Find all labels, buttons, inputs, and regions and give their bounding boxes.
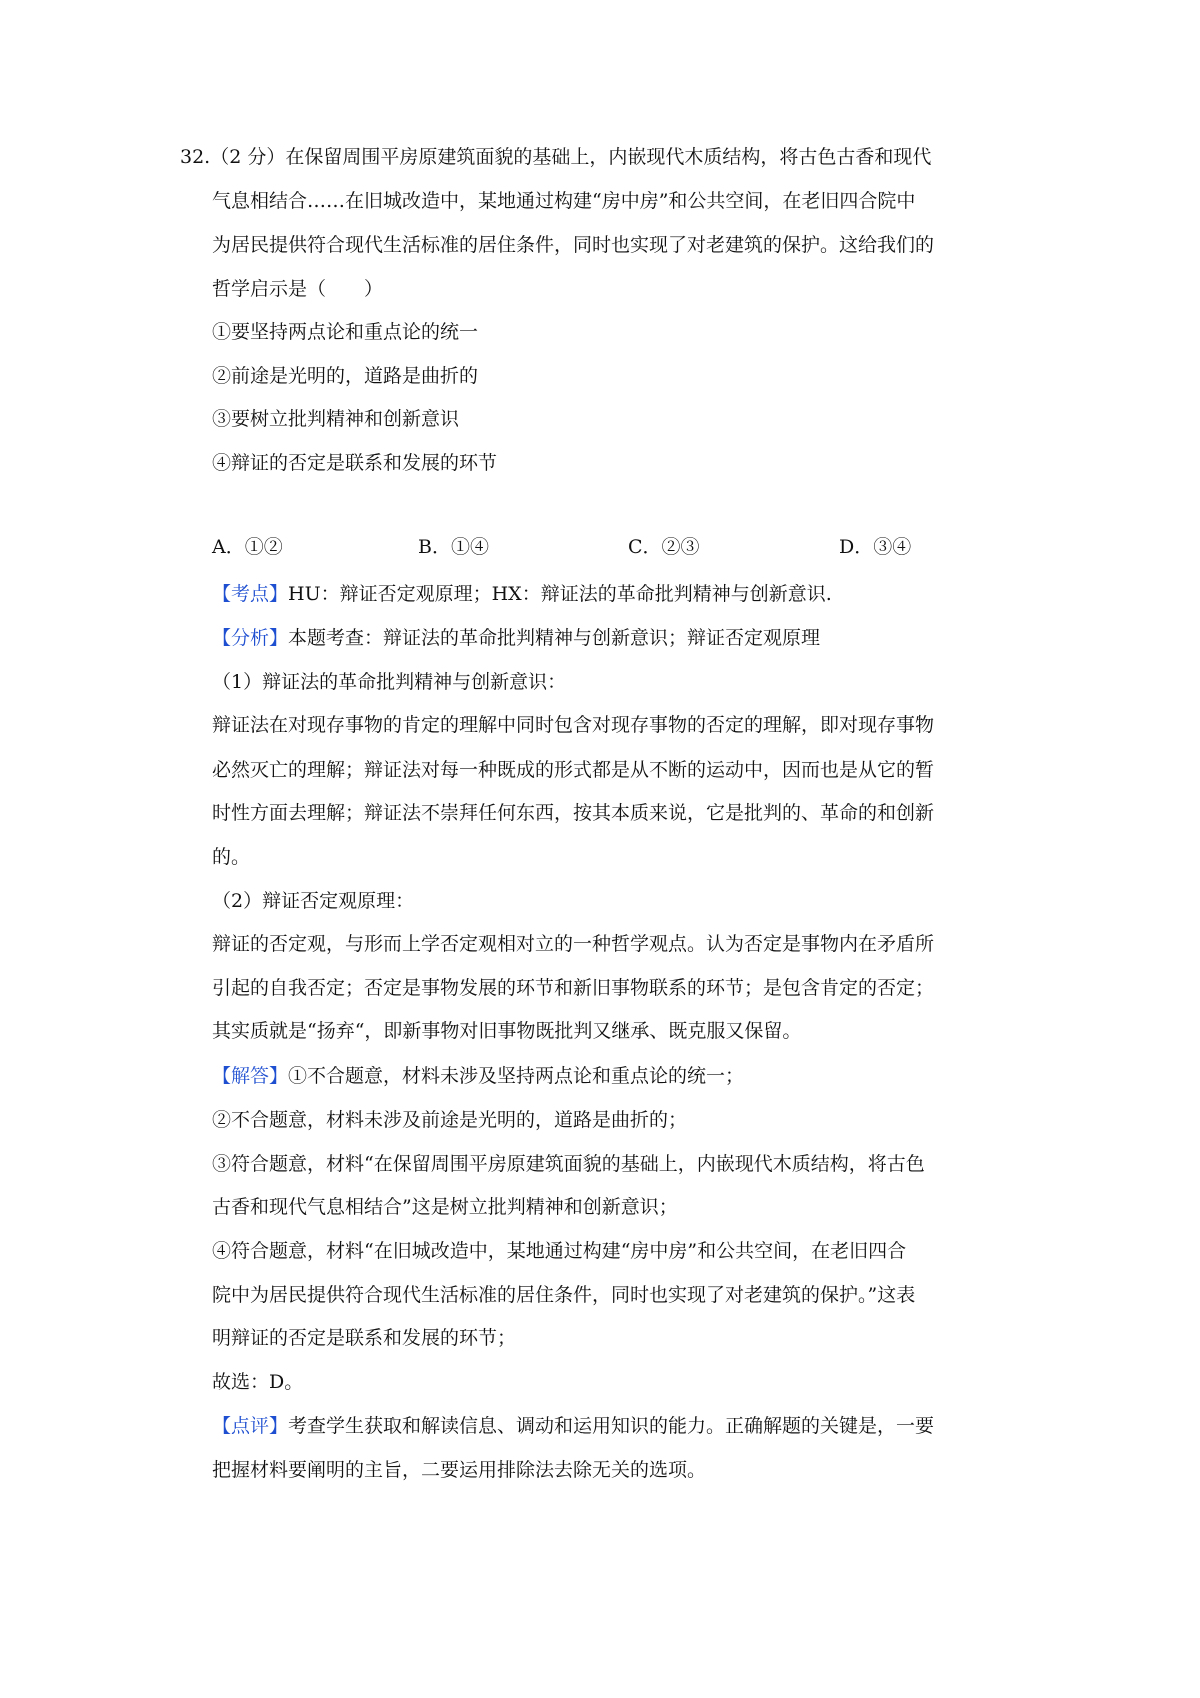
jieda-conclusion: 故选：D。 bbox=[212, 1371, 304, 1393]
question-number: 32. bbox=[180, 146, 211, 168]
question-stem-line-3: 为居民提供符合现代生活标准的居住条件，同时也实现了对老建筑的保护。这给我们的 bbox=[212, 234, 935, 256]
jieda-line-3: ③符合题意，材料“在保留周围平房原建筑面貌的基础上，内嵌现代木质结构，将古色 bbox=[212, 1153, 925, 1175]
jieda-line bbox=[212, 1062, 744, 1090]
statement-4: ④辩证的否定是联系和发展的环节 bbox=[212, 452, 498, 474]
answer-options bbox=[212, 533, 932, 561]
option-d bbox=[839, 533, 911, 561]
dianping-first: 考查学生获取和解读信息、调动和运用知识的能力。正确解题的关键是，一要 bbox=[288, 1415, 935, 1437]
statement-2: ②前途是光明的，道路是曲折的 bbox=[212, 365, 479, 387]
fenxi-section2-title: （2）辩证否定观原理： bbox=[212, 890, 415, 912]
option-a-label: A． bbox=[212, 536, 245, 558]
option-a-value: ①② bbox=[244, 536, 283, 558]
fenxi-section1-line-2: 必然灭亡的理解；辩证法对每一种既成的形式都是从不断的运动中，因而也是从它的暂 bbox=[212, 759, 935, 781]
dianping-tag: 【点评】 bbox=[212, 1415, 289, 1437]
option-c bbox=[628, 533, 700, 561]
statement-1: ①要坚持两点论和重点论的统一 bbox=[212, 321, 479, 343]
question-stem-line-1 bbox=[180, 143, 931, 171]
kaodian-line bbox=[212, 580, 832, 608]
question-stem-text: 在保留周围平房原建筑面貌的基础上，内嵌现代木质结构，将古色古香和现代 bbox=[285, 146, 932, 168]
jieda-line-5: ④符合题意，材料“在旧城改造中，某地通过构建“房中房”和公共空间，在老旧四合 bbox=[212, 1240, 907, 1262]
option-b bbox=[418, 533, 489, 561]
fenxi-section2-line-2: 引起的自我否定；否定是事物发展的环节和新旧事物联系的环节；是包含肯定的否定； bbox=[212, 977, 935, 999]
fenxi-line bbox=[212, 624, 820, 652]
fenxi-section2-line-1: 辩证的否定观，与形而上学否定观相对立的一种哲学观点。认为否定是事物内在矛盾所 bbox=[212, 933, 935, 955]
dianping-line bbox=[212, 1412, 934, 1440]
option-a bbox=[212, 533, 283, 561]
jieda-line-4: 古香和现代气息相结合”这是树立批判精神和创新意识； bbox=[212, 1196, 678, 1218]
question-stem-line-4: 哲学启示是（ ） bbox=[212, 278, 384, 300]
option-d-label: D． bbox=[839, 536, 874, 558]
jieda-line-6: 院中为居民提供符合现代生活标准的居住条件，同时也实现了对老建筑的保护。”这表 bbox=[212, 1284, 916, 1306]
jieda-line-7: 明辩证的否定是联系和发展的环节； bbox=[212, 1327, 517, 1349]
fenxi-section2-line-3: 其实质就是“扬弃“，即新事物对旧事物既批判又继承、既克服又保留。 bbox=[212, 1020, 802, 1042]
question-score: （2 分） bbox=[210, 146, 286, 168]
option-c-label: C． bbox=[628, 536, 662, 558]
option-d-value: ③④ bbox=[873, 536, 912, 558]
dianping-line-2: 把握材料要阐明的主旨，二要运用排除法去除无关的选项。 bbox=[212, 1459, 707, 1481]
jieda-tag: 【解答】 bbox=[212, 1065, 289, 1087]
fenxi-section1-title: （1）辩证法的革命批判精神与创新意识： bbox=[212, 671, 567, 693]
fenxi-section1-line-1: 辩证法在对现存事物的肯定的理解中同时包含对现存事物的否定的理解，即对现存事物 bbox=[212, 714, 935, 736]
option-b-value: ①④ bbox=[450, 536, 489, 558]
question-stem-line-2: 气息相结合……在旧城改造中，某地通过构建“房中房”和公共空间，在老旧四合院中 bbox=[212, 190, 916, 212]
fenxi-section1-line-4: 的。 bbox=[212, 846, 251, 868]
kaodian-text: HU：辩证否定观原理；HX：辩证法的革命批判精神与创新意识. bbox=[288, 583, 832, 605]
jieda-line-2: ②不合题意，材料未涉及前途是光明的，道路是曲折的； bbox=[212, 1109, 688, 1131]
option-b-label: B． bbox=[418, 536, 451, 558]
fenxi-tag: 【分析】 bbox=[212, 627, 289, 649]
fenxi-section1-line-3: 时性方面去理解；辩证法不崇拜任何东西，按其本质来说，它是批判的、革命的和创新 bbox=[212, 802, 935, 824]
statement-3: ③要树立批判精神和创新意识 bbox=[212, 408, 460, 430]
option-c-value: ②③ bbox=[661, 536, 700, 558]
jieda-first: ①不合题意，材料未涉及坚持两点论和重点论的统一； bbox=[288, 1065, 745, 1087]
kaodian-tag: 【考点】 bbox=[212, 583, 289, 605]
fenxi-text: 本题考查：辩证法的革命批判精神与创新意识；辩证否定观原理 bbox=[288, 627, 821, 649]
